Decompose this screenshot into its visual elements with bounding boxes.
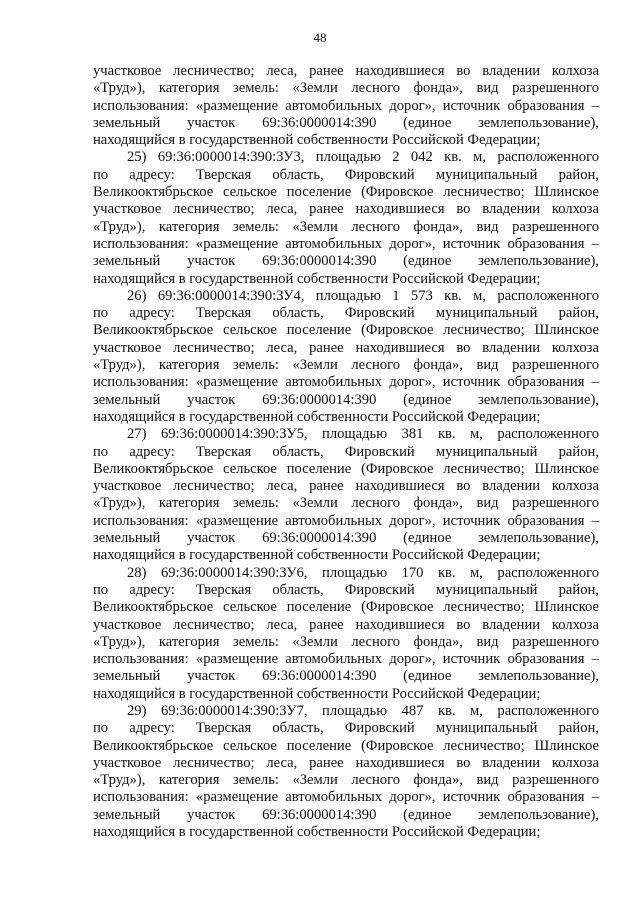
text-line: находящийся в государственной собственности Российской Федерации; (93, 132, 541, 149)
text-line: участковое лесничество; леса, ранее находившиеся во владении колхоза (93, 63, 599, 79)
text-line: находящийся в государственной собственности Российской Федерации; (93, 270, 541, 287)
text-line: по адресу: Тверская область, Фировский муниципальный район, (93, 166, 599, 183)
text-line: использования: «размещение автомобильных дорог», источник образования – (93, 374, 599, 391)
text-line: «Труд»), категория земель: «Земли лесного фонда», вид разрешенного (93, 80, 599, 97)
paragraph-continued (93, 63, 599, 149)
text-line: использования: «размещение автомобильных дорог», источник образования – (93, 235, 599, 252)
text-line: Великооктябрьское сельское поселение (Фировское лесничество; Шлинское (93, 184, 599, 201)
text-line: по адресу: Тверская область, Фировский муниципальный район, (93, 720, 599, 737)
text-line: по адресу: Тверская область, Фировский муниципальный район, (93, 305, 599, 322)
text-line: «Труд»), категория земель: «Земли лесного фонда», вид разрешенного (93, 357, 599, 374)
text-line: 28) 69:36:0000014:390:ЗУ6, площадью 170 кв. м, расположенного (127, 564, 599, 581)
text-line: Великооктябрьское сельское поселение (Фировское лесничество; Шлинское (93, 322, 599, 339)
text-line: использования: «размещение автомобильных дорог», источник образования – (93, 97, 599, 114)
page-number: 48 (313, 30, 327, 45)
text-line: земельный участок 69:36:0000014:390 (единое землепользование), (93, 668, 599, 685)
text-line: использования: «размещение автомобильных дорог», источник образования – (93, 512, 599, 529)
text-line: находящийся в государственной собственности Российской Федерации; (93, 824, 541, 841)
text-line: Великооктябрьское сельское поселение (Фировское лесничество; Шлинское (93, 599, 599, 616)
paragraph-item-26 (93, 288, 599, 426)
text-line: «Труд»), категория земель: «Земли лесного фонда», вид разрешенного (93, 633, 599, 650)
paragraph-item-28 (93, 565, 599, 703)
text-line: земельный участок 69:36:0000014:390 (единое землепользование), (93, 114, 599, 131)
text-line: 29) 69:36:0000014:390:ЗУ7, площадью 487 кв. м, расположенного (127, 702, 599, 719)
text-line: земельный участок 69:36:0000014:390 (единое землепользование), (93, 530, 599, 547)
document-body (93, 63, 599, 841)
text-line: находящийся в государственной собственности Российской Федерации; (93, 547, 541, 564)
text-line: Великооктябрьское сельское поселение (Фировское лесничество; Шлинское (93, 737, 599, 754)
text-line: находящийся в государственной собственности Российской Федерации; (93, 408, 541, 425)
text-line: 25) 69:36:0000014:390:ЗУ3, площадью 2 042 кв. м, расположенного (127, 149, 599, 166)
text-line: участковое лесничество; леса, ранее находившиеся во владении колхоза (93, 339, 599, 356)
text-line: участковое лесничество; леса, ранее находившиеся во владении колхоза (93, 478, 599, 495)
text-line: использования: «размещение автомобильных дорог», источник образования – (93, 651, 599, 668)
text-line: земельный участок 69:36:0000014:390 (единое землепользование), (93, 391, 599, 408)
text-line: участковое лесничество; леса, ранее находившиеся во владении колхоза (93, 616, 599, 633)
text-line: участковое лесничество; леса, ранее находившиеся во владении колхоза (93, 754, 599, 771)
text-line: использования: «размещение автомобильных дорог», источник образования – (93, 789, 599, 806)
text-line: 27) 69:36:0000014:390:ЗУ5, площадью 381 кв. м, расположенного (127, 426, 599, 443)
text-line: земельный участок 69:36:0000014:390 (единое землепользование), (93, 806, 599, 823)
text-line: 26) 69:36:0000014:390:ЗУ4, площадью 1 573 кв. м, расположенного (127, 287, 599, 304)
paragraph-item-27 (93, 426, 599, 564)
text-line: «Труд»), категория земель: «Земли лесного фонда», вид разрешенного (93, 772, 599, 789)
text-line: по адресу: Тверская область, Фировский муниципальный район, (93, 581, 599, 598)
text-line: «Труд»), категория земель: «Земли лесного фонда», вид разрешенного (93, 495, 599, 512)
paragraph-item-25 (93, 149, 599, 287)
text-line: находящийся в государственной собственности Российской Федерации; (93, 685, 541, 702)
text-line: Великооктябрьское сельское поселение (Фировское лесничество; Шлинское (93, 460, 599, 477)
text-line: по адресу: Тверская область, Фировский муниципальный район, (93, 443, 599, 460)
text-line: земельный участок 69:36:0000014:390 (единое землепользование), (93, 253, 599, 270)
paragraph-item-29 (93, 703, 599, 841)
text-line: «Труд»), категория земель: «Земли лесного фонда», вид разрешенного (93, 218, 599, 235)
text-line: участковое лесничество; леса, ранее находившиеся во владении колхоза (93, 201, 599, 218)
